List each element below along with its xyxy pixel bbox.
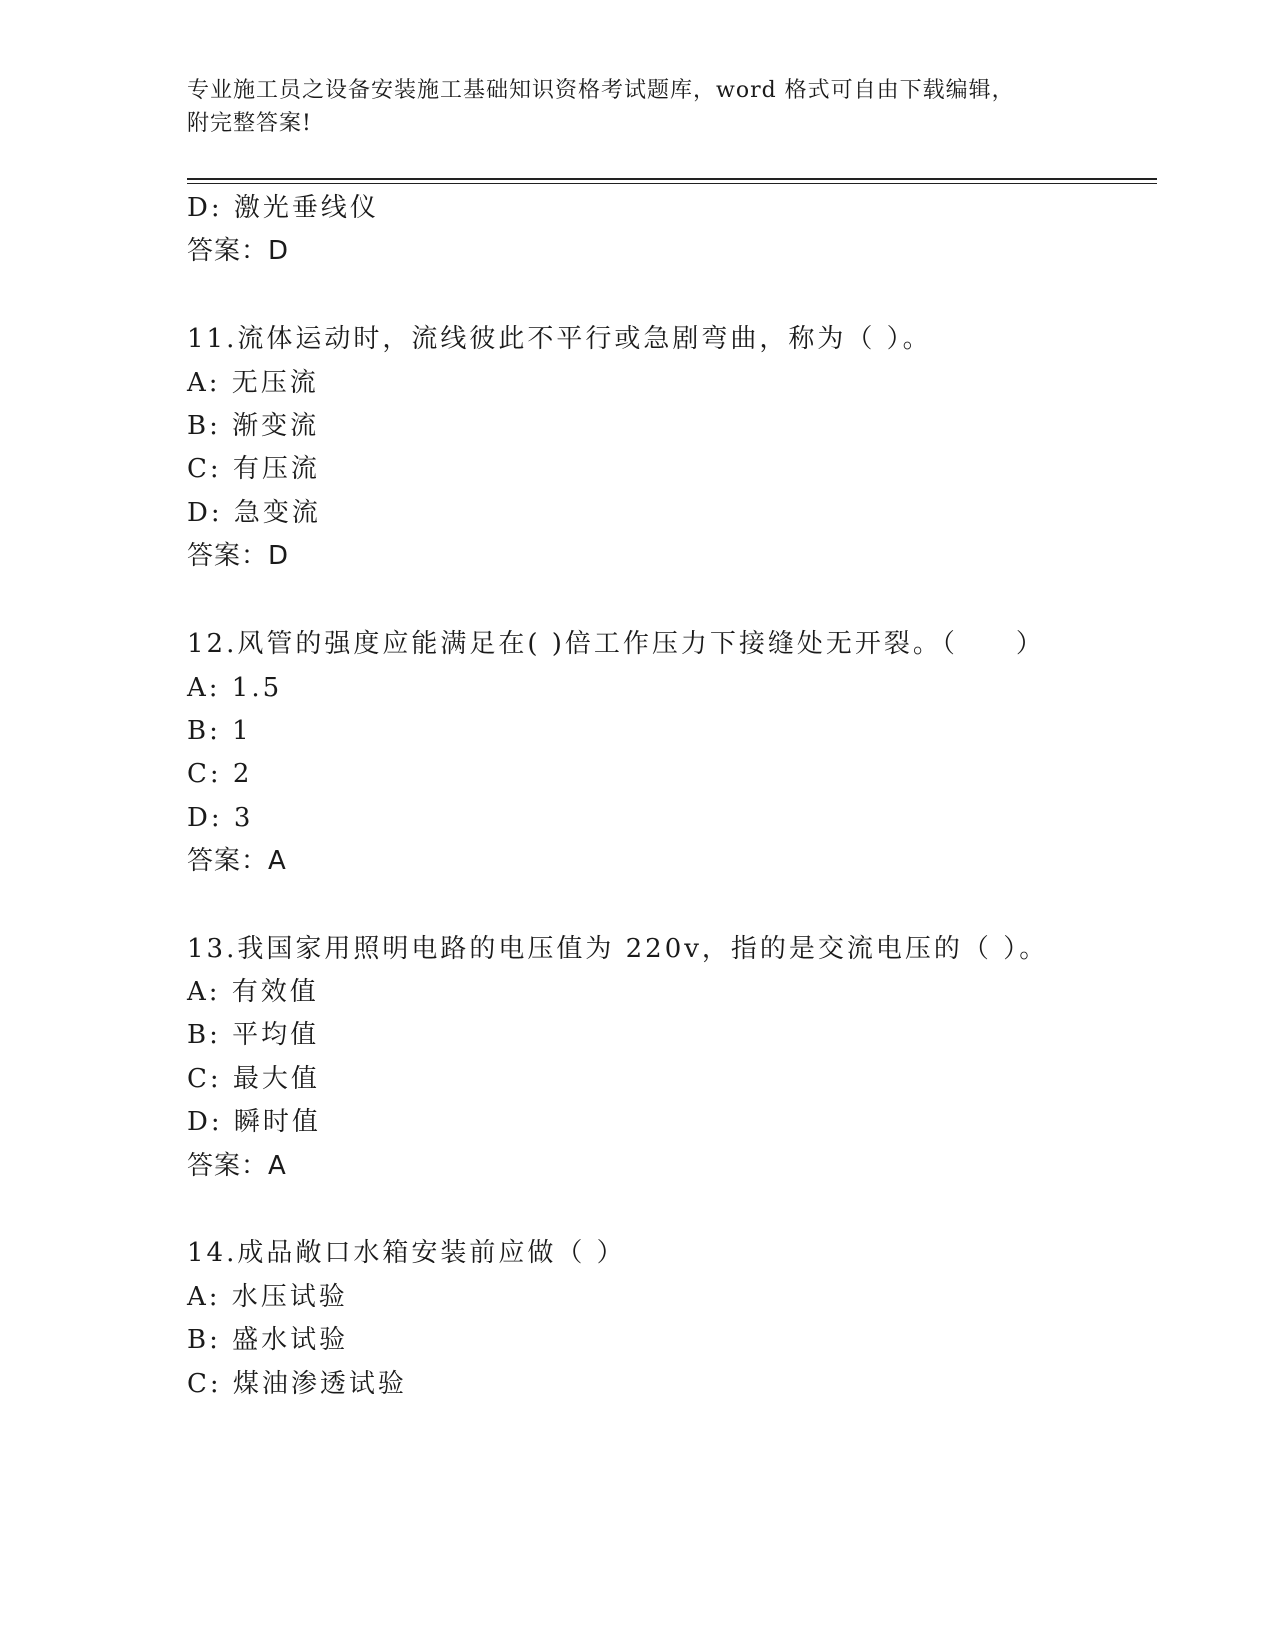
question-13-option-c: C: 最大值: [187, 1064, 320, 1094]
question-13-option-a: A: 有效值: [187, 977, 319, 1007]
question-12-answer: 答案：A: [187, 846, 287, 876]
question-12-option-d: D: 3: [187, 803, 254, 833]
question-12-option-b: B: 1: [187, 716, 252, 746]
question-11-answer: 答案：D: [187, 541, 290, 571]
header-line-2: 附完整答案!: [187, 111, 312, 136]
question-13-option-d: D: 瞬时值: [187, 1107, 321, 1137]
question-12-stem: 12.风管的强度应能满足在( )倍工作压力下接缝处无开裂。（ ）: [187, 629, 1045, 659]
document-header: [187, 74, 1087, 140]
question-11-option-a: A: 无压流: [187, 368, 319, 398]
header-divider-thin: [187, 183, 1157, 184]
question-14-stem: 14.成品敞口水箱安装前应做（ ）: [187, 1238, 626, 1268]
question-14-option-a: A: 水压试验: [187, 1282, 348, 1312]
question-13-stem: 13.我国家用照明电路的电压值为 220v，指的是交流电压的（ ）。: [187, 934, 1049, 964]
header-line-1: 专业施工员之设备安装施工基础知识资格考试题库，word 格式可自由下载编辑，: [187, 78, 1015, 103]
question-14-option-c: C: 煤油渗透试验: [187, 1369, 407, 1399]
question-14-option-b: B: 盛水试验: [187, 1325, 349, 1355]
question-13-option-b: B: 平均值: [187, 1020, 320, 1050]
question-13-answer: 答案：A: [187, 1151, 287, 1181]
header-divider-thick: [187, 178, 1157, 180]
question-12-option-c: C: 2: [187, 759, 253, 789]
carry-over-option-d: D: 激光垂线仪: [187, 193, 379, 223]
question-12-option-a: A: 1.5: [187, 673, 283, 703]
question-11-option-b: B: 渐变流: [187, 411, 320, 441]
carry-over-answer: 答案：D: [187, 236, 290, 266]
question-11-option-c: C: 有压流: [187, 454, 320, 484]
question-11-option-d: D: 急变流: [187, 498, 321, 528]
question-11-stem: 11.流体运动时，流线彼此不平行或急剧弯曲，称为（ ）。: [187, 324, 932, 354]
